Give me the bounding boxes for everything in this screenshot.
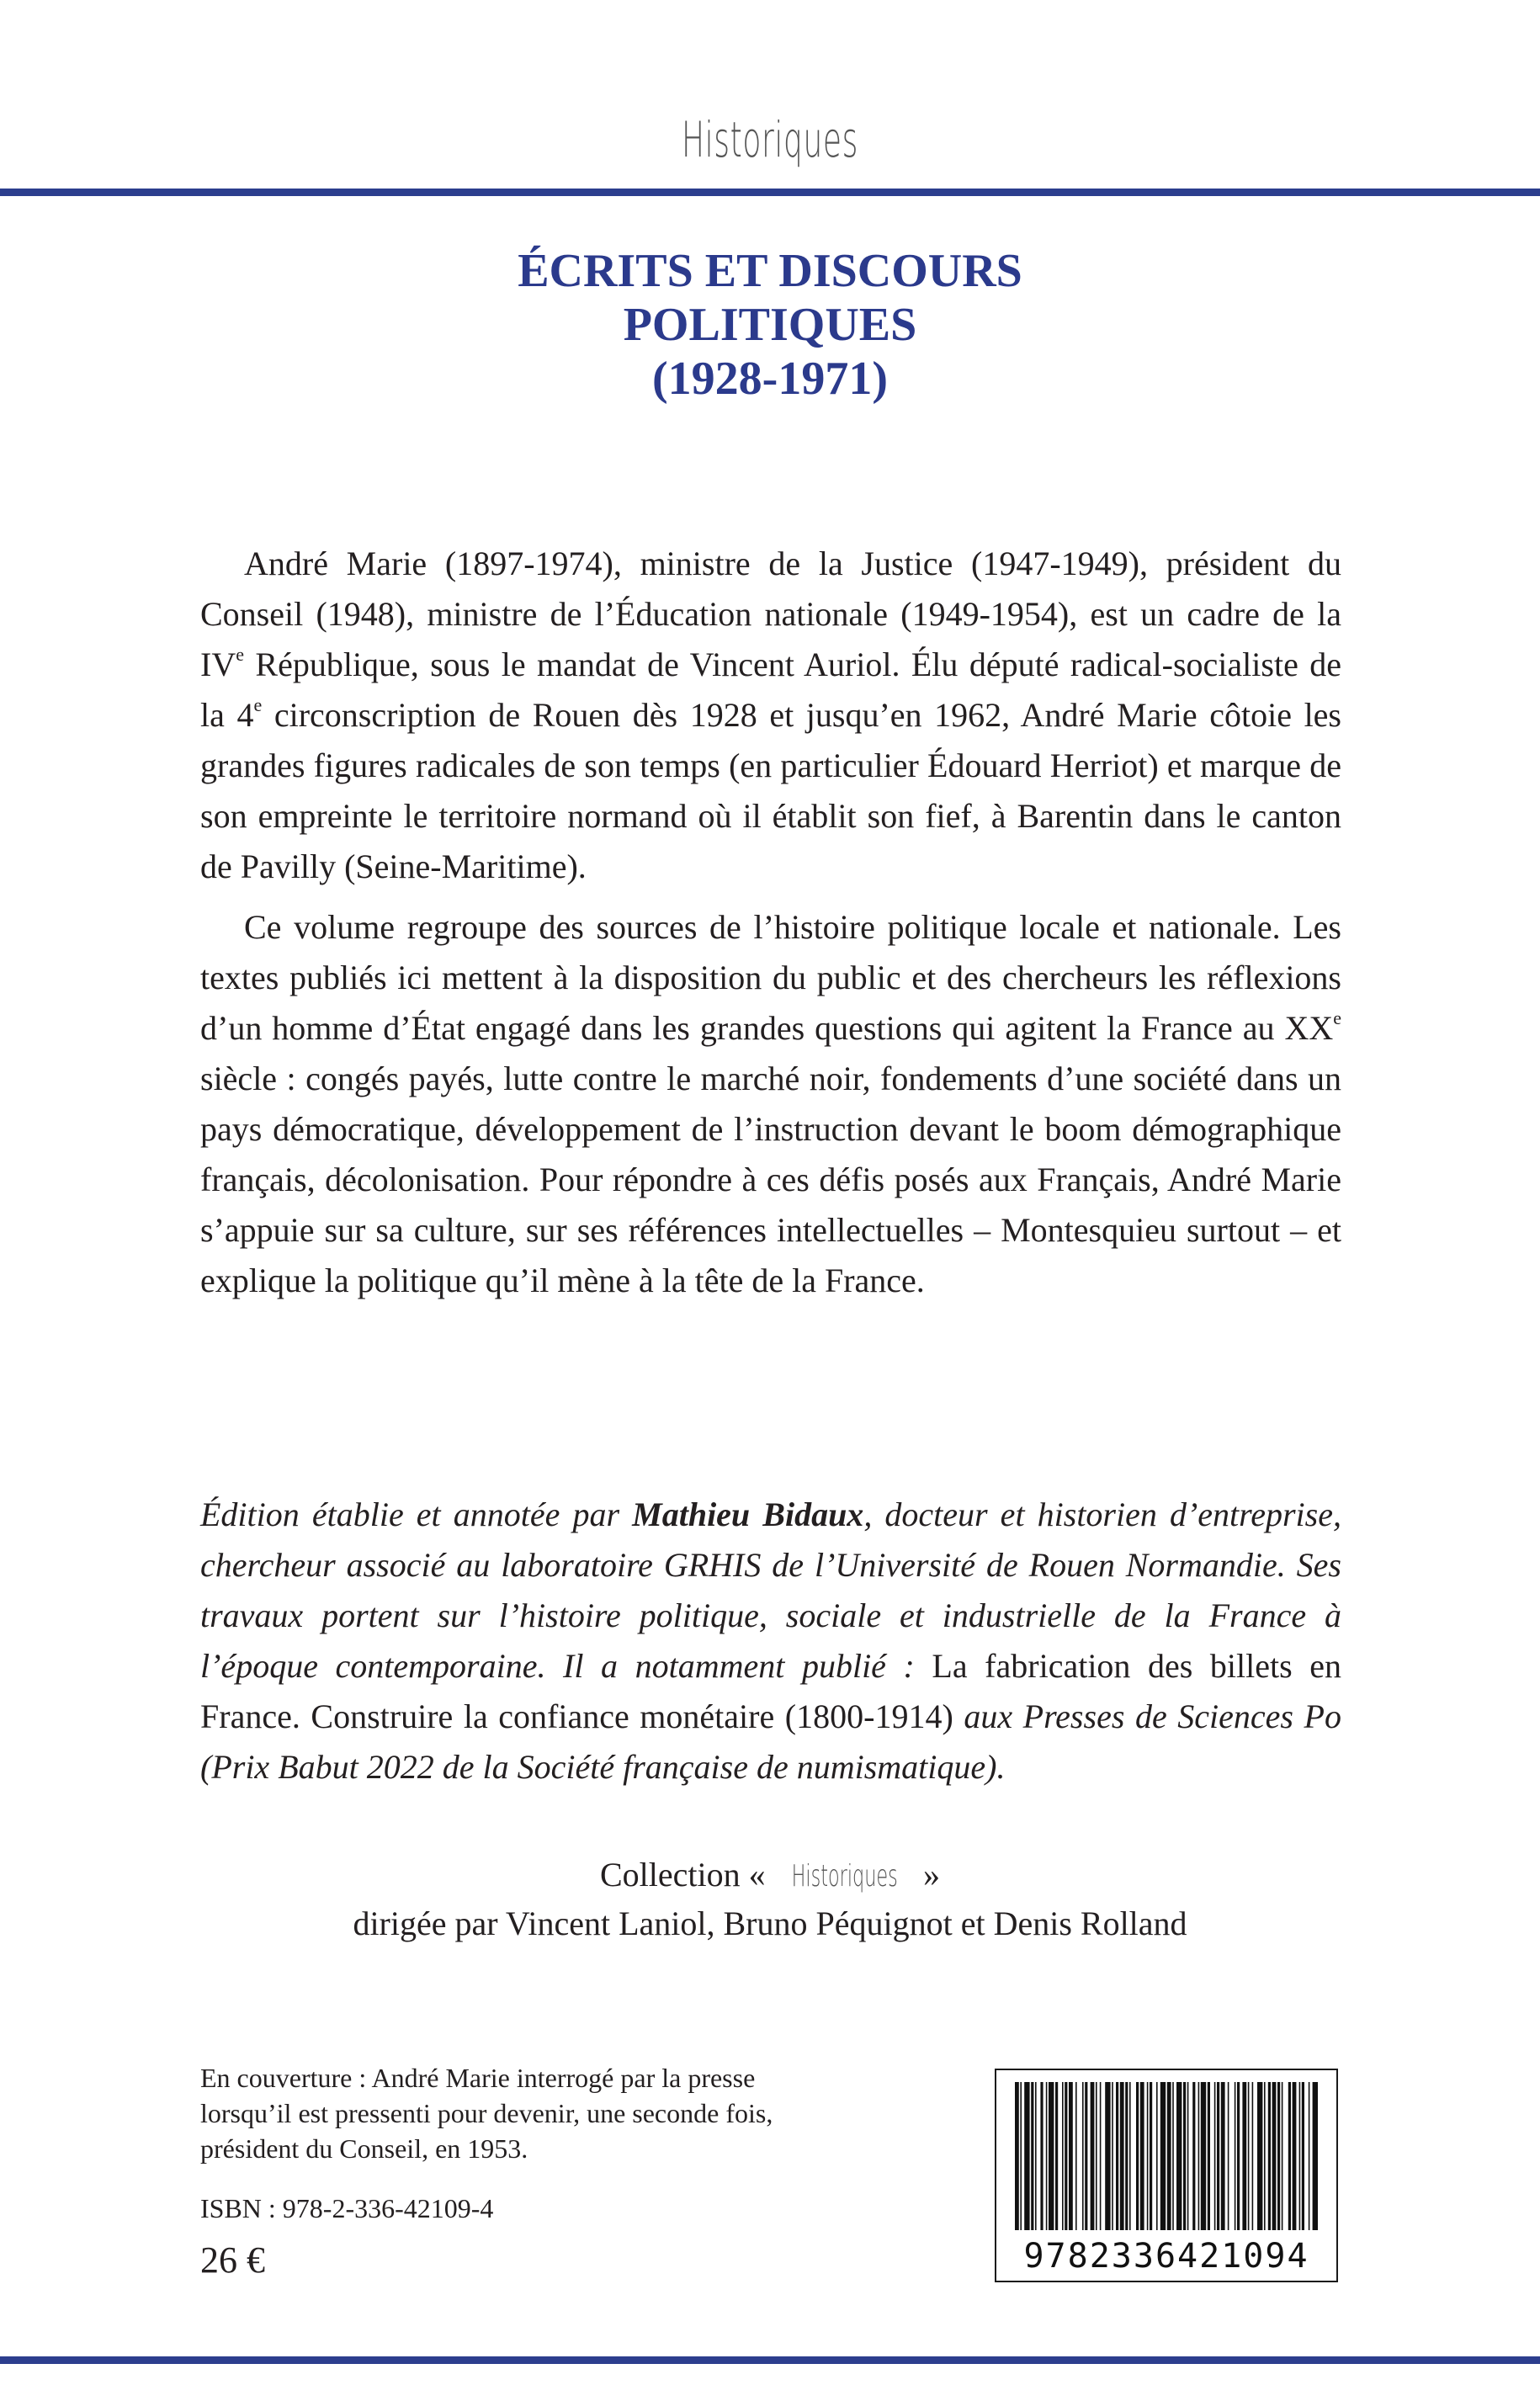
barcode-bar [1112,2082,1113,2230]
barcode-bar [1024,2082,1029,2230]
barcode-bar [1237,2082,1240,2230]
barcode-bar [1299,2082,1301,2230]
barcode-bar [1075,2082,1077,2230]
barcode-bar [1313,2082,1318,2230]
editor-description: , docteur et historien d’entreprise, chercheur associé au laboratoire GRHIS de l’Université de Rouen Normandie. Ses travaux portent sur l’histoire politique, sociale et industrielle de la France à l’époque contemporaine. Il a notamment publié : [200,1495,1341,1685]
collection-info [0,1851,1540,1947]
barcode-bar [1150,2082,1152,2230]
barcode-bar [1192,2082,1195,2230]
barcode-bar [1309,2082,1310,2230]
barcode-bar [1217,2082,1219,2230]
barcode-bar [1268,2082,1271,2230]
barcode-bar [1160,2082,1166,2230]
barcode-bar [1302,2082,1304,2230]
barcode-digits: 9782336421094 [1023,2237,1309,2276]
barcode-bar [1282,2082,1283,2230]
editor-lead: Édition établie et annotée par [200,1495,633,1533]
collection-directors: dirigée par Vincent Laniol, Bruno Péquignot et Denis Rolland [353,1904,1187,1942]
barcode-bar [1091,2082,1095,2230]
barcode-bar [1065,2082,1067,2230]
barcode-bar [1277,2082,1280,2230]
published-book-title: La fabrication des billets en France. Construire la confiance monétaire (1800-1914) [200,1647,1342,1735]
barcode-bar [1136,2082,1139,2230]
barcode-bar [1040,2082,1043,2230]
barcode-bar [1242,2082,1246,2230]
blurb-text: siècle : congés payés, lutte contre le marché noir, fondements d’une société dans un pays démocratique, développement de l’instruction devant le boom démographique français, décolonisation. Pour répondre à ces défis posés aux Français, André Marie s’appuie sur sa culture, sur ses références intellectuelles – Montesquieu surtout – et explique la politique qu’il mène à la tête de la France. [200,1060,1341,1299]
barcode-bar [1096,2082,1097,2230]
barcode-bar [1288,2082,1291,2230]
barcode-bar [1252,2082,1254,2230]
price: 26 € [200,2239,265,2281]
barcode [995,2069,1338,2282]
title-line-1: ÉCRITS ET DISCOURS [518,245,1022,297]
ordinal-superscript: e [236,644,244,665]
barcode-bar [1235,2082,1236,2230]
collection-line [0,1851,1540,1900]
barcode-bar [1208,2082,1210,2230]
barcode-bar [1100,2082,1102,2230]
barcode-bar [1015,2082,1019,2230]
barcode-bar [1046,2082,1048,2230]
ordinal-superscript: e [253,694,263,715]
barcode-bar [1055,2082,1058,2230]
collection-suffix: » [914,1856,940,1894]
editor-tail: aux Presses de Sciences Po (Prix Babut 2022 de la Société française de numismatique). [200,1697,1341,1786]
bottom-rule [0,2356,1540,2364]
barcode-bar [1069,2082,1073,2230]
blurb-text: André Marie (1897-1974), ministre de la Justice (1947-1949), président du Conseil (1948), ministre de l’Éducation nationale (1949-1954), est un cadre de la IV [200,544,1341,683]
barcode-bar [1172,2082,1174,2230]
barcode-bar [1156,2082,1158,2230]
barcode-bar [1257,2082,1262,2230]
barcode-bar [1201,2082,1206,2230]
barcode-bar [1264,2082,1266,2230]
barcode-bar [1147,2082,1149,2230]
barcode-bar [1031,2082,1033,2230]
barcode-bar [1020,2082,1022,2230]
barcode-bar [1248,2082,1250,2230]
barcode-bar [1035,2082,1037,2230]
barcode-bar [1116,2082,1118,2230]
barcode-bar [1140,2082,1144,2230]
barcode-bar [1221,2082,1225,2230]
book-title [0,244,1540,406]
collection-brand: Historiques [791,1859,898,1894]
barcode-bar [1049,2082,1054,2230]
cover-caption: En couverture : André Marie interrogé par la presse lorsqu’il est pressenti pour devenir, une seconde fois, président du Conseil, en 1953. [200,2063,773,2164]
blurb [200,539,1341,1316]
barcode-bars [1015,2082,1318,2230]
barcode-bar [1062,2082,1064,2230]
barcode-bar [1129,2082,1131,2230]
ordinal-superscript: e [1333,1007,1341,1028]
barcode-bar [1187,2082,1189,2230]
barcode-bar [1176,2082,1182,2230]
barcode-bar [1105,2082,1110,2230]
barcode-bar [1272,2082,1277,2230]
title-line-2: POLITIQUES [623,299,917,351]
barcode-bar [1125,2082,1128,2230]
top-rule [0,189,1540,196]
blurb-paragraph-1 [200,539,1341,892]
barcode-bar [1167,2082,1171,2230]
editor-bio [200,1490,1341,1793]
blurb-text: Ce volume regroupe des sources de l’histoire politique locale et nationale. Les textes publiés ici mettent à la disposition du public et des chercheurs les réflexions d’un homme d’État engagé dans les grandes questions qui agitent la France au XX [200,908,1341,1047]
editor-name: Mathieu Bidaux [632,1495,864,1533]
title-line-3: (1928-1971) [652,353,888,405]
isbn: ISBN : 978-2-336-42109-4 [200,2193,494,2223]
barcode-bar [1183,2082,1186,2230]
barcode-bar [1214,2082,1216,2230]
barcode-bar [1228,2082,1229,2230]
barcode-bar [1085,2082,1087,2230]
blurb-text: circonscription de Rouen dès 1928 et jusqu’en 1962, André Marie côtoie les grandes figures radicales de son temps (en particulier Édouard Herriot) et marque de son empreinte le territoire normand où il établit son fief, à Barentin dans le canton de Pavilly (Seine-Maritime). [200,696,1341,885]
barcode-bar [1198,2082,1200,2230]
blurb-paragraph-2 [200,902,1341,1306]
collection-prefix: Collection « [600,1856,774,1894]
series-logo: Historiques [682,111,858,168]
barcode-bar [1082,2082,1084,2230]
barcode-bar [1293,2082,1297,2230]
barcode-bar [1120,2082,1124,2230]
blurb-text: République, sous le mandat de Vincent Auriol. Élu député radical-socialiste de la 4 [200,645,1341,734]
